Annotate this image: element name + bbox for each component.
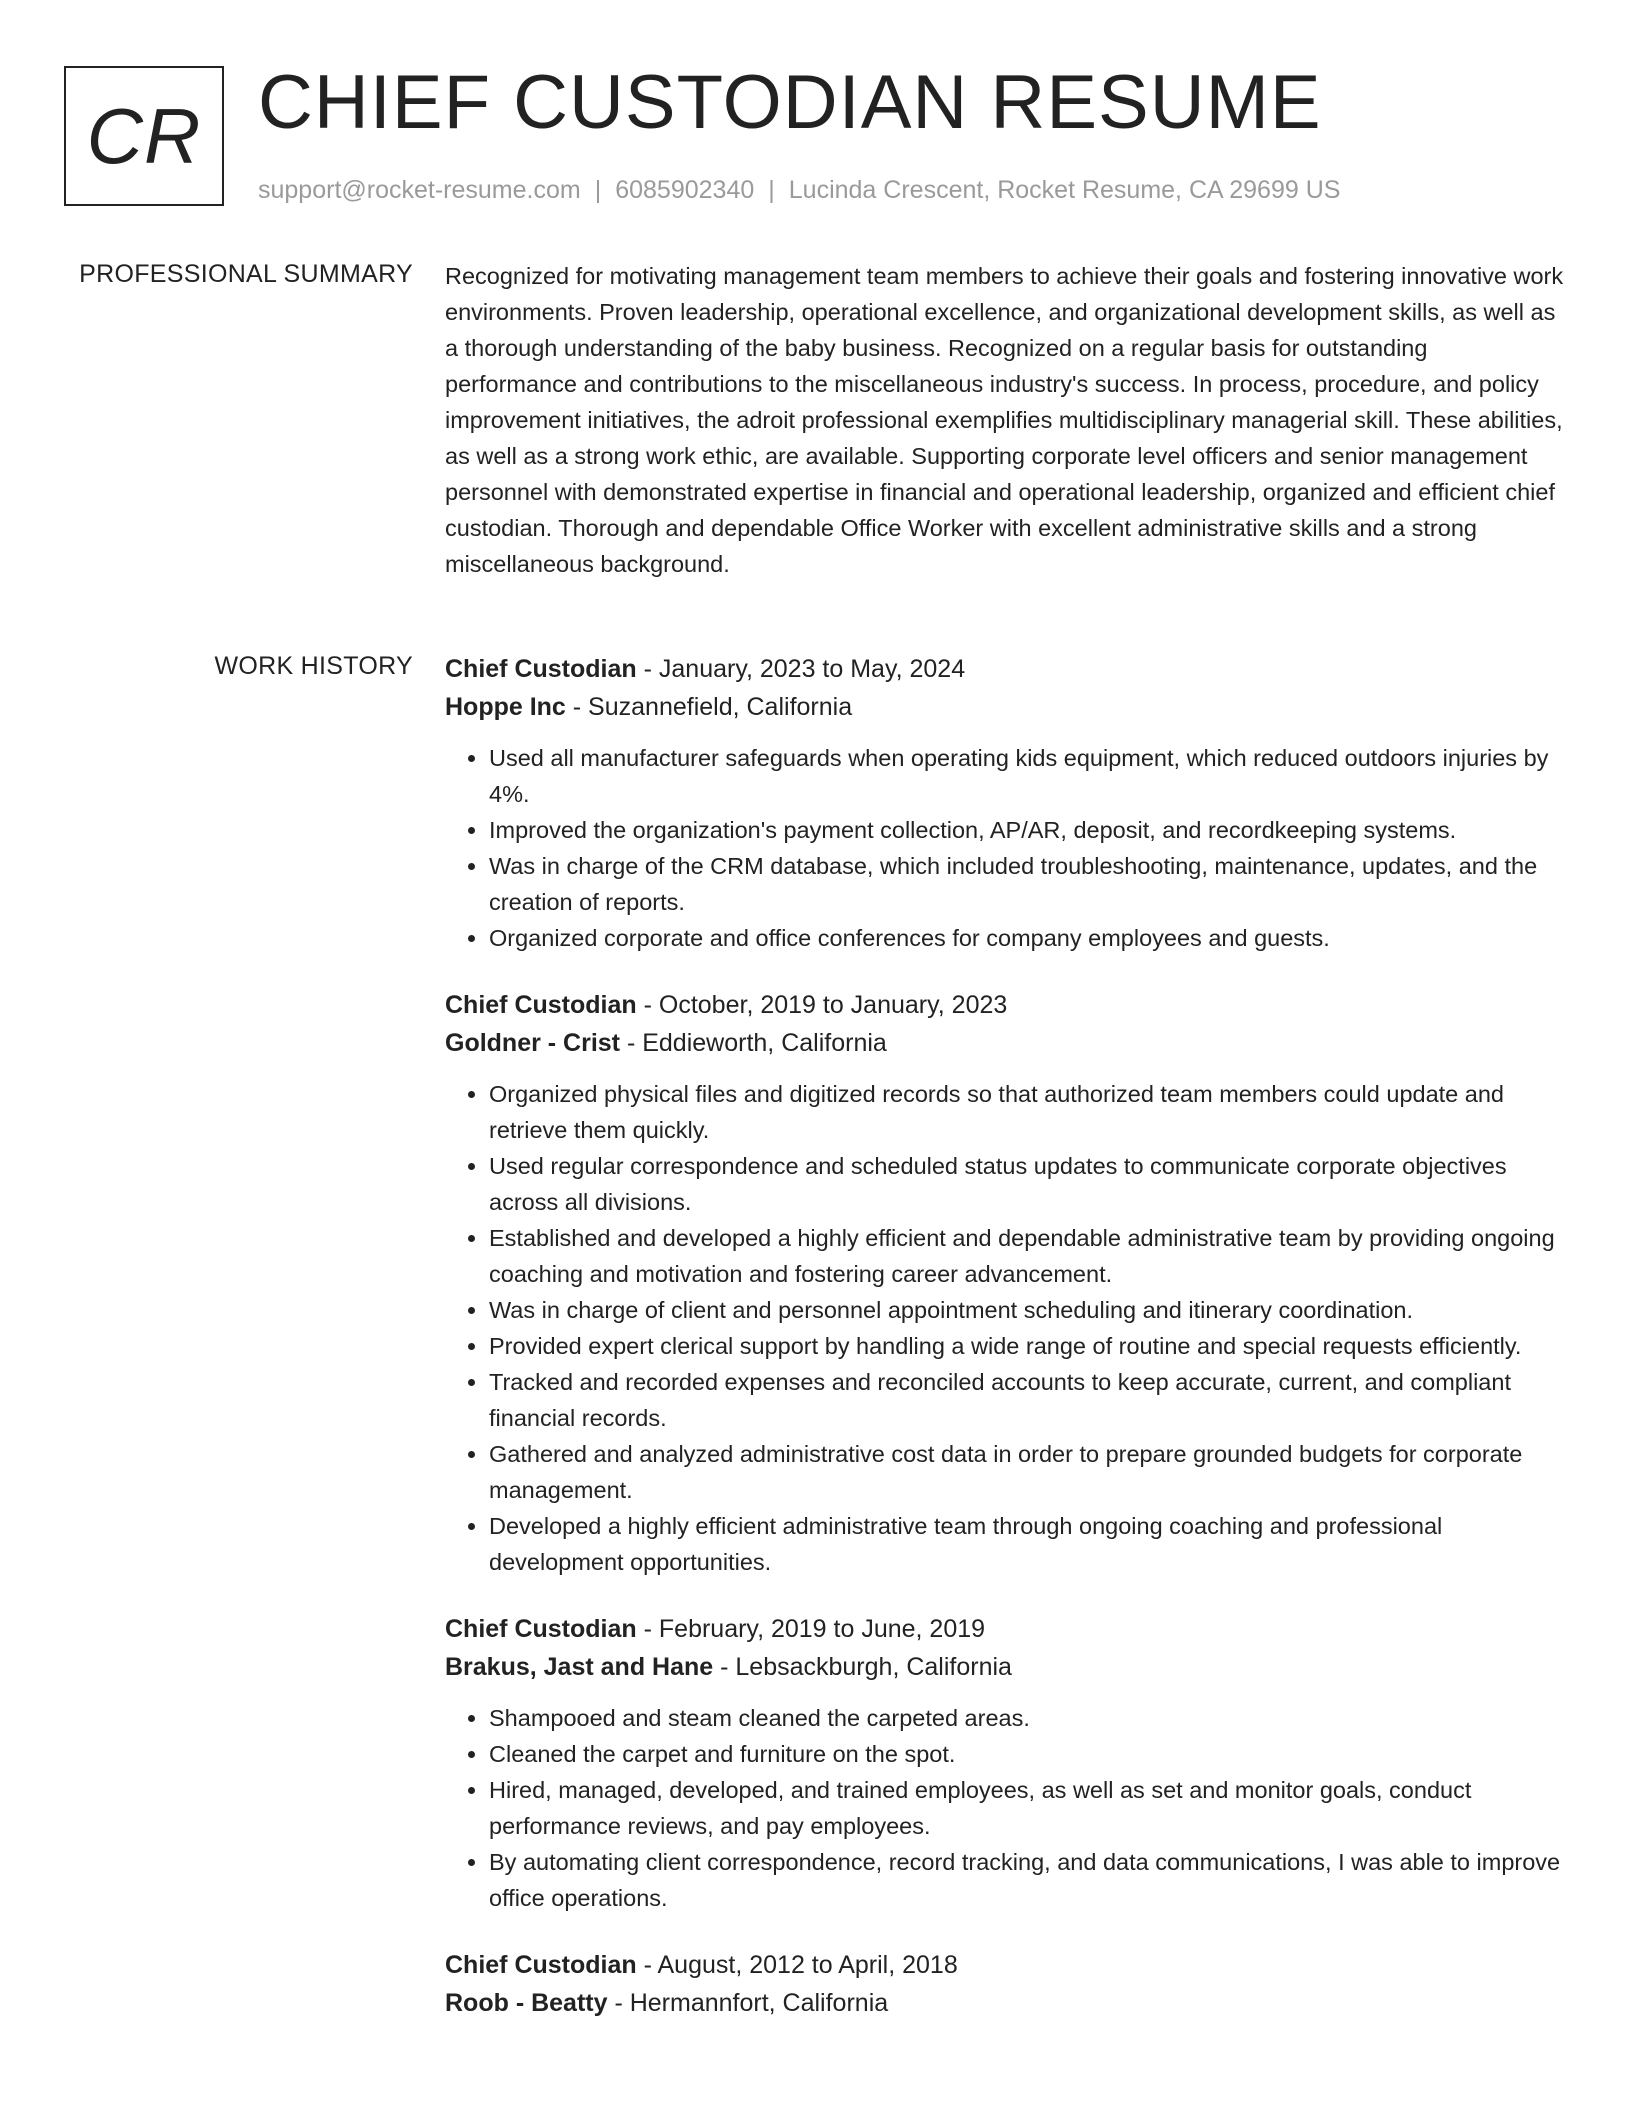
job-title-line	[445, 1946, 1565, 1984]
job-title-line	[445, 650, 1565, 688]
contact-separator: |	[594, 176, 602, 204]
job-title: Chief Custodian	[445, 1615, 637, 1643]
job-bullet: • Shampooed and steam cleaned the carpeted areas.	[489, 1700, 1565, 1736]
job-bullet: • Organized corporate and office conferences for company employees and guests.	[489, 920, 1565, 956]
resume-title: CHIEF CUSTODIAN RESUME	[258, 60, 1322, 145]
job-bullet: • Tracked and recorded expenses and reconciled accounts to keep accurate, current, and compliant financial records.	[489, 1364, 1565, 1436]
job-dates: - February, 2019 to June, 2019	[636, 1615, 986, 1643]
job-entry	[445, 650, 1565, 956]
job-bullet: • Was in charge of the CRM database, which included troubleshooting, maintenance, updates, and the creation of reports.	[489, 848, 1565, 920]
summary-heading: PROFESSIONAL SUMMARY	[79, 260, 413, 288]
job-bullet: • By automating client correspondence, record tracking, and data communications, I was able to improve office operations.	[489, 1844, 1565, 1916]
contact-line	[258, 174, 1340, 206]
job-bullet: • Improved the organization's payment collection, AP/AR, deposit, and recordkeeping systems.	[489, 812, 1565, 848]
contact-email: support@rocket-resume.com	[258, 176, 581, 204]
job-bullet: • Gathered and analyzed administrative cost data in order to prepare grounded budgets for corporate management.	[489, 1436, 1565, 1508]
job-bullet: • Hired, managed, developed, and trained employees, as well as set and monitor goals, conduct performance reviews, and pay employees.	[489, 1772, 1565, 1844]
job-company-line	[445, 1648, 1565, 1686]
job-entry	[445, 1946, 1565, 2022]
job-title-line	[445, 986, 1565, 1024]
job-bullet: • Provided expert clerical support by handling a wide range of routine and special requests efficiently.	[489, 1328, 1565, 1364]
job-location: - Hermannfort, California	[607, 1989, 889, 2017]
job-location: - Lebsackburgh, California	[713, 1653, 1012, 1681]
job-company: Brakus, Jast and Hane	[445, 1653, 714, 1681]
job-bullet: • Established and developed a highly efficient and dependable administrative team by providing ongoing coaching and motivation and fostering career advancement.	[489, 1220, 1565, 1292]
job-company: Hoppe Inc	[445, 693, 566, 721]
job-title: Chief Custodian	[445, 1951, 637, 1979]
job-company-line	[445, 688, 1565, 726]
job-bullets	[445, 740, 1565, 956]
job-dates: - January, 2023 to May, 2024	[636, 655, 966, 683]
job-bullet: • Cleaned the carpet and furniture on the spot.	[489, 1736, 1565, 1772]
job-location: - Eddieworth, California	[620, 1029, 887, 1057]
job-company: Goldner - Crist	[445, 1029, 621, 1057]
job-dates: - October, 2019 to January, 2023	[636, 991, 1008, 1019]
monogram-initials: CR	[86, 91, 202, 180]
job-title-line	[445, 1610, 1565, 1648]
job-title: Chief Custodian	[445, 991, 637, 1019]
job-bullet: • Used regular correspondence and scheduled status updates to communicate corporate objectives across all divisions.	[489, 1148, 1565, 1220]
job-bullets	[445, 1076, 1565, 1580]
monogram-logo	[64, 66, 224, 206]
job-company-line	[445, 1984, 1565, 2022]
contact-separator: |	[768, 176, 775, 204]
contact-phone: 6085902340	[615, 176, 755, 204]
work-history-list	[445, 650, 1565, 2022]
summary-body	[445, 258, 1565, 582]
job-entry	[445, 1610, 1565, 1916]
job-bullets	[445, 1700, 1565, 1916]
work-history-heading: WORK HISTORY	[214, 652, 413, 680]
job-location: - Suzannefield, California	[565, 693, 853, 721]
job-bullet: • Developed a highly efficient administrative team through ongoing coaching and professional development opportunities.	[489, 1508, 1565, 1580]
job-entry	[445, 986, 1565, 1580]
job-title: Chief Custodian	[445, 655, 637, 683]
contact-address: Lucinda Crescent, Rocket Resume, CA 29699 US	[788, 176, 1341, 204]
job-bullet: • Was in charge of client and personnel appointment scheduling and itinerary coordination.	[489, 1292, 1565, 1328]
job-dates: - August, 2012 to April, 2018	[636, 1951, 958, 1979]
job-company-line	[445, 1024, 1565, 1062]
summary-text: Recognized for motivating management team members to achieve their goals and fostering innovative work environments. Proven leadership, operational excellence, and organizational development skills, as well as a thorough understanding of the baby business. Recognized on a regular basis for outstanding performance and contributions to the miscellaneous industry's success. In process, procedure, and policy improvement initiatives, the adroit professional exemplifies multidisciplinary managerial skill. These abilities, as well as a strong work ethic, are available. Supporting corporate level officers and senior management personnel with demonstrated expertise in financial and operational leadership, organized and efficient chief custodian. Thorough and dependable Office Worker with excellent administrative skills and a strong miscellaneous background.	[445, 263, 1564, 577]
job-company: Roob - Beatty	[445, 1989, 608, 2017]
job-bullet: • Used all manufacturer safeguards when operating kids equipment, which reduced outdoors injuries by 4%.	[489, 740, 1565, 812]
job-bullet: • Organized physical files and digitized records so that authorized team members could update and retrieve them quickly.	[489, 1076, 1565, 1148]
